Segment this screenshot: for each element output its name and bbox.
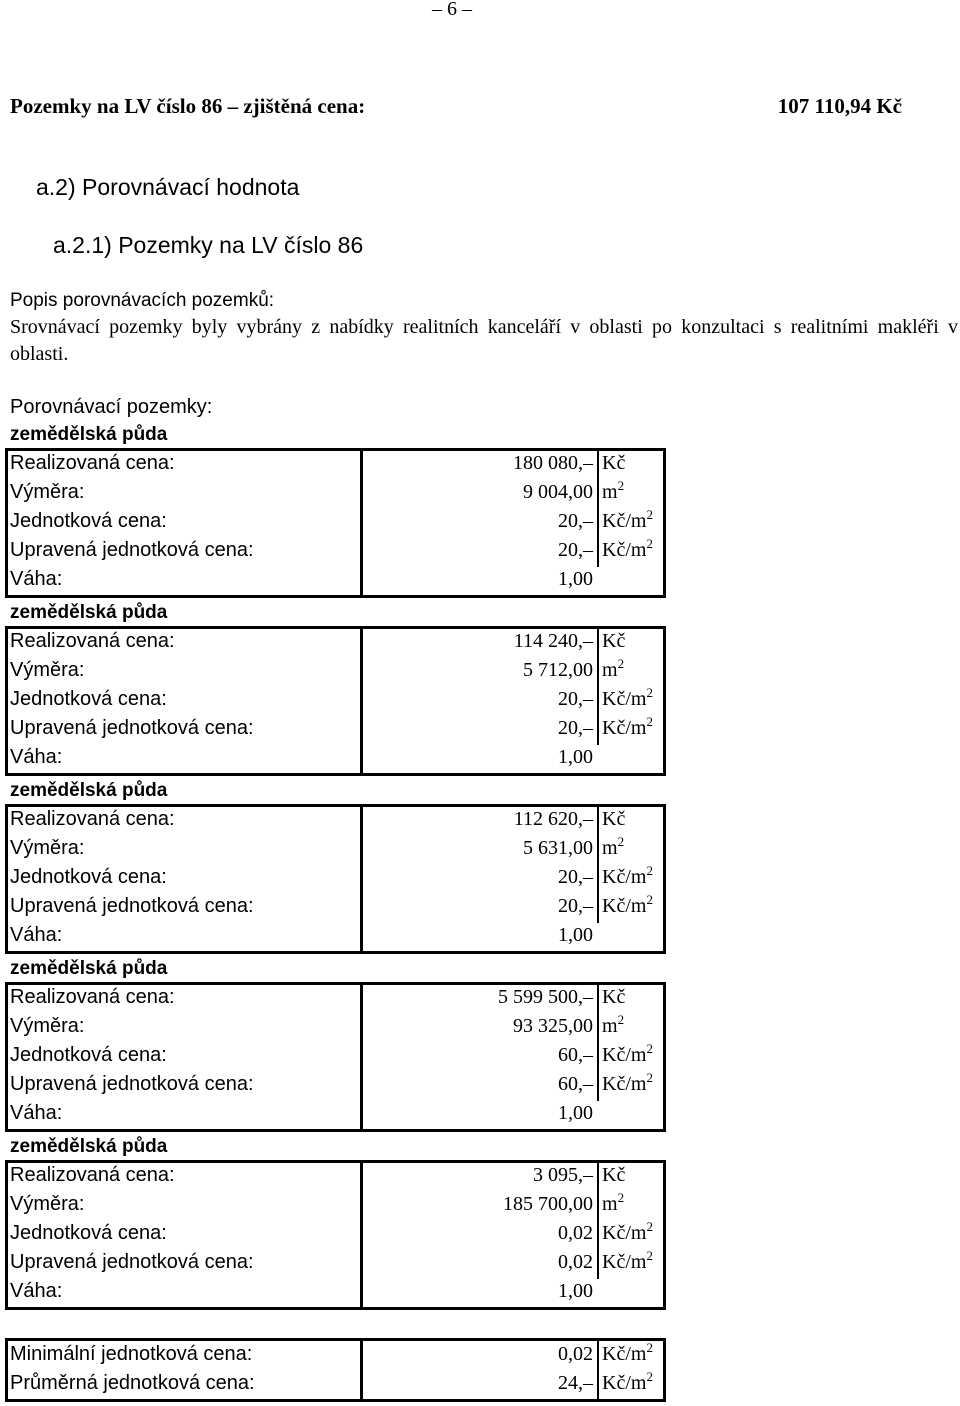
unit-price-value: 0,02 <box>558 1222 593 1244</box>
weight-value: 1,00 <box>558 1102 593 1124</box>
comparable-block <box>0 780 960 958</box>
unit: $Kč/m^2$ <box>602 892 653 917</box>
adjusted-price-value: 20,– <box>558 539 593 561</box>
row-label: Realizovaná cena: <box>10 1164 175 1186</box>
comparable-block <box>0 1136 960 1314</box>
table-row <box>8 1101 663 1130</box>
unit-price-value: 60,– <box>558 1044 593 1066</box>
table-row <box>8 1072 663 1101</box>
table-row <box>8 1192 663 1221</box>
price-value: 112 620,– <box>513 808 593 830</box>
unit: $Kč/m^2$ <box>602 507 653 532</box>
row-label: Upravená jednotková cena: <box>10 1251 254 1273</box>
row-label: Váha: <box>10 1102 63 1124</box>
row-label: Realizovaná cena: <box>10 986 175 1008</box>
row-label: Váha: <box>10 568 63 590</box>
row-label: Realizovaná cena: <box>10 630 175 652</box>
comparable-title: zemědělská půda <box>10 780 168 801</box>
area-value: 9 004,00 <box>523 481 593 503</box>
unit: $Kč/m^2$ <box>602 685 653 710</box>
unit: Kč <box>602 986 626 1008</box>
min-price-label: Minimální jednotková cena: <box>10 1343 253 1365</box>
unit: Kč <box>602 1164 626 1186</box>
totals-table <box>5 1338 666 1402</box>
table-row <box>8 1014 663 1043</box>
table-row <box>8 1163 663 1192</box>
row-label: Upravená jednotková cena: <box>10 717 254 739</box>
avg-price-value: 24,– <box>558 1372 593 1394</box>
comparable-table <box>5 804 666 954</box>
comparable-block <box>0 602 960 780</box>
unit: $Kč/m^2$ <box>602 863 653 888</box>
row-label: Výměra: <box>10 1193 85 1215</box>
section-heading-a21: a.2.1) Pozemky na LV číslo 86 <box>53 232 364 258</box>
adjusted-price-value: 60,– <box>558 1073 593 1095</box>
unit-price-value: 20,– <box>558 510 593 532</box>
comparable-title: zemědělská půda <box>10 424 168 445</box>
table-row <box>8 480 663 509</box>
table-row <box>8 1371 663 1400</box>
row-label: Jednotková cena: <box>10 510 167 532</box>
table-row <box>8 509 663 538</box>
weight-value: 1,00 <box>558 568 593 590</box>
unit: $Kč/m^2$ <box>602 1219 653 1244</box>
unit: $m^2$ <box>602 1190 625 1215</box>
comparable-block <box>0 424 960 602</box>
unit: $Kč/m^2$ <box>602 1340 653 1365</box>
row-label: Jednotková cena: <box>10 1044 167 1066</box>
weight-value: 1,00 <box>558 924 593 946</box>
area-value: 5 712,00 <box>523 659 593 681</box>
row-label: Jednotková cena: <box>10 1222 167 1244</box>
price-value: 5 599 500,– <box>498 986 593 1008</box>
table-row <box>8 538 663 567</box>
unit-price-value: 20,– <box>558 688 593 710</box>
comparison-heading: Porovnávací pozemky: <box>10 396 213 418</box>
summary-label: Pozemky na LV číslo 86 – zjištěná cena: <box>10 94 366 118</box>
weight-value: 1,00 <box>558 746 593 768</box>
unit: $m^2$ <box>602 1012 625 1037</box>
row-label: Váha: <box>10 924 63 946</box>
min-price-value: 0,02 <box>558 1343 593 1365</box>
adjusted-price-value: 0,02 <box>558 1251 593 1273</box>
comparable-table <box>5 448 666 598</box>
table-row <box>8 923 663 952</box>
table-row <box>8 1043 663 1072</box>
summary-value: 107 110,94 Kč <box>777 94 902 118</box>
table-row <box>8 716 663 745</box>
unit: Kč <box>602 452 626 474</box>
comparable-table <box>5 1160 666 1310</box>
comparable-title: zemědělská půda <box>10 1136 168 1157</box>
table-row <box>8 836 663 865</box>
unit: $Kč/m^2$ <box>602 1070 653 1095</box>
row-label: Výměra: <box>10 837 85 859</box>
price-value: 3 095,– <box>533 1164 593 1186</box>
description-heading: Popis porovnávacích pozemků: <box>10 290 275 311</box>
price-value: 180 080,– <box>513 452 593 474</box>
table-row <box>8 1221 663 1250</box>
area-value: 185 700,00 <box>503 1193 593 1215</box>
table-row <box>8 1279 663 1308</box>
unit: $Kč/m^2$ <box>602 1369 653 1394</box>
unit-price-value: 20,– <box>558 866 593 888</box>
price-value: 114 240,– <box>513 630 593 652</box>
row-label: Výměra: <box>10 481 85 503</box>
table-row <box>8 567 663 596</box>
unit: Kč <box>602 630 626 652</box>
table-row <box>8 745 663 774</box>
table-row <box>8 451 663 480</box>
unit: Kč <box>602 808 626 830</box>
unit: $m^2$ <box>602 478 625 503</box>
comparable-table <box>5 982 666 1132</box>
unit: $Kč/m^2$ <box>602 1248 653 1273</box>
comparable-table <box>5 626 666 776</box>
row-label: Upravená jednotková cena: <box>10 1073 254 1095</box>
unit: $Kč/m^2$ <box>602 1041 653 1066</box>
table-row <box>8 658 663 687</box>
row-label: Výměra: <box>10 1015 85 1037</box>
area-value: 5 631,00 <box>523 837 593 859</box>
table-row <box>8 865 663 894</box>
table-row <box>8 687 663 716</box>
adjusted-price-value: 20,– <box>558 717 593 739</box>
unit: $Kč/m^2$ <box>602 714 653 739</box>
adjusted-price-value: 20,– <box>558 895 593 917</box>
row-label: Realizovaná cena: <box>10 808 175 830</box>
unit: $Kč/m^2$ <box>602 536 653 561</box>
page-number: – 6 – <box>432 0 472 20</box>
table-row <box>8 1250 663 1279</box>
row-label: Upravená jednotková cena: <box>10 895 254 917</box>
row-label: Váha: <box>10 1280 63 1302</box>
description-text: Srovnávací pozemky byly vybrány z nabídky realitních kanceláří v oblasti po konzultaci s realitními makléři v oblasti. <box>10 316 958 365</box>
row-label: Jednotková cena: <box>10 688 167 710</box>
unit: $m^2$ <box>602 834 625 859</box>
weight-value: 1,00 <box>558 1280 593 1302</box>
table-row <box>8 985 663 1014</box>
comparable-title: zemědělská půda <box>10 958 168 979</box>
unit: $m^2$ <box>602 656 625 681</box>
table-row <box>8 894 663 923</box>
row-label: Jednotková cena: <box>10 866 167 888</box>
row-label: Výměra: <box>10 659 85 681</box>
table-row <box>8 807 663 836</box>
area-value: 93 325,00 <box>513 1015 593 1037</box>
table-row <box>8 629 663 658</box>
section-heading-a2: a.2) Porovnávací hodnota <box>36 174 300 200</box>
table-row <box>8 1342 663 1371</box>
avg-price-label: Průměrná jednotková cena: <box>10 1372 255 1394</box>
row-label: Váha: <box>10 746 63 768</box>
row-label: Realizovaná cena: <box>10 452 175 474</box>
row-label: Upravená jednotková cena: <box>10 539 254 561</box>
comparable-title: zemědělská půda <box>10 602 168 623</box>
comparable-block <box>0 958 960 1136</box>
